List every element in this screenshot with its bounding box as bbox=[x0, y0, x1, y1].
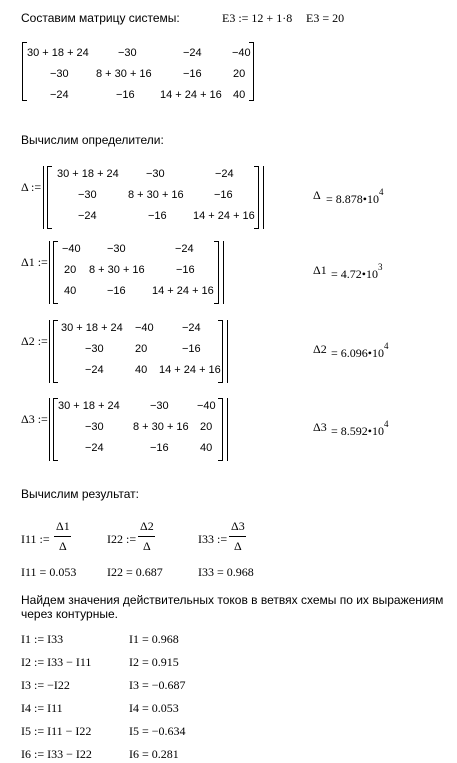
determinant-result-value bbox=[326, 188, 383, 206]
determinant-result-name: Δ3 bbox=[313, 420, 327, 434]
matrix-cell: −30 bbox=[150, 400, 169, 412]
matrix-cell: −24 bbox=[182, 322, 201, 334]
branch-currents-heading-line2: через контурные. bbox=[21, 607, 118, 621]
matrix-cell: −24 bbox=[215, 168, 234, 180]
determinant-result-exponent: 4 bbox=[378, 187, 384, 197]
e3-definition: E3 := 12 + 1·8 bbox=[222, 11, 293, 25]
determinant-bar-right bbox=[227, 398, 228, 461]
branch-current-definition: I5 := I11 − I22 bbox=[21, 724, 92, 738]
loop-current-value: I33 = 0.968 bbox=[198, 565, 254, 579]
loop-current-definition: I33 := bbox=[198, 532, 228, 546]
matrix-cell: 30 + 18 + 24 bbox=[58, 400, 120, 412]
matrix-cell: −16 bbox=[107, 285, 126, 297]
determinant-bar-left bbox=[49, 320, 50, 383]
matrix-cell: −16 bbox=[214, 189, 233, 201]
determinant-result-value bbox=[331, 342, 388, 360]
branch-current-value: I4 = 0.053 bbox=[129, 701, 179, 715]
fraction-numerator: Δ1 bbox=[56, 519, 70, 533]
branch-current-value: I2 = 0.915 bbox=[129, 655, 179, 669]
determinant-result-mantissa: = 6.096•10 bbox=[331, 346, 384, 360]
branch-current-definition: I1 := I33 bbox=[21, 632, 64, 646]
determinant-result-name: Δ2 bbox=[313, 342, 327, 356]
matrix-cell: −16 bbox=[150, 442, 169, 454]
matrix-cell: −40 bbox=[197, 400, 216, 412]
matrix-cell: −24 bbox=[85, 364, 104, 376]
matrix-bracket-right bbox=[214, 241, 219, 304]
e3-value: E3 = 20 bbox=[306, 11, 345, 25]
matrix-cell: 14 + 24 + 16 bbox=[152, 285, 214, 297]
determinant-bar-right bbox=[223, 241, 224, 304]
fraction-bar bbox=[229, 536, 246, 537]
matrix-cell: 30 + 18 + 24 bbox=[61, 322, 123, 334]
loop-current-value: I22 = 0.687 bbox=[107, 565, 163, 579]
branch-current-definition: I3 := −I22 bbox=[21, 678, 70, 692]
matrix-cell: 20 bbox=[233, 68, 246, 80]
matrix-cell: −40 bbox=[135, 322, 154, 334]
matrix-cell: −24 bbox=[183, 47, 202, 59]
matrix-bracket-left bbox=[53, 320, 58, 383]
matrix-cell: −16 bbox=[183, 68, 202, 80]
matrix-cell: −16 bbox=[182, 343, 201, 355]
determinant-result-exponent: 3 bbox=[377, 262, 383, 272]
matrix-cell: −40 bbox=[62, 243, 81, 255]
matrix-cell: 8 + 30 + 16 bbox=[128, 189, 184, 201]
fraction-numerator: Δ3 bbox=[231, 519, 245, 533]
matrix-cell: −24 bbox=[175, 243, 194, 255]
determinant-result-value bbox=[331, 263, 382, 281]
fraction-numerator: Δ2 bbox=[140, 519, 154, 533]
matrix-cell: 40 bbox=[233, 89, 246, 101]
matrix-cell: −30 bbox=[78, 189, 97, 201]
matrix-cell: −40 bbox=[232, 47, 251, 59]
branch-currents-heading-line1: Найдем значения действительных токов в ветвях схемы по их выражениям bbox=[21, 593, 444, 607]
fraction-bar bbox=[54, 536, 71, 537]
matrix-cell: −16 bbox=[148, 210, 167, 222]
determinant-bar-right bbox=[263, 166, 264, 229]
matrix-cell: 40 bbox=[200, 442, 213, 454]
branch-current-definition: I2 := I33 − I11 bbox=[21, 655, 92, 669]
matrix-cell: 30 + 18 + 24 bbox=[57, 168, 119, 180]
compose-matrix-heading: Составим матрицу системы: bbox=[21, 11, 180, 25]
determinant-label: Δ2 := bbox=[21, 334, 48, 348]
branch-current-value: I1 = 0.968 bbox=[129, 632, 179, 646]
matrix-cell: −16 bbox=[116, 89, 135, 101]
matrix-cell: 40 bbox=[135, 364, 148, 376]
determinant-result-exponent: 4 bbox=[383, 419, 389, 429]
determinant-label: Δ3 := bbox=[21, 412, 48, 426]
determinant-label: Δ1 := bbox=[21, 255, 48, 269]
matrix-bracket-left bbox=[53, 241, 58, 304]
matrix-cell: 8 + 30 + 16 bbox=[89, 264, 145, 276]
loop-current-definition: I22 := bbox=[107, 532, 137, 546]
determinant-result-mantissa: = 4.72•10 bbox=[331, 267, 378, 281]
fraction-denominator: Δ bbox=[59, 539, 67, 553]
fraction-bar bbox=[138, 536, 155, 537]
matrix-cell: −30 bbox=[107, 243, 126, 255]
matrix-bracket-left bbox=[47, 166, 52, 229]
determinant-bar-left bbox=[43, 166, 44, 229]
matrix-cell: −24 bbox=[78, 210, 97, 222]
matrix-cell: −16 bbox=[176, 264, 195, 276]
branch-current-definition: I6 := I33 − I22 bbox=[21, 747, 92, 761]
determinant-result-exponent: 4 bbox=[383, 341, 389, 351]
determinant-result-mantissa: = 8.592•10 bbox=[331, 424, 384, 438]
branch-current-value: I6 = 0.281 bbox=[129, 747, 179, 761]
matrix-cell: 20 bbox=[135, 343, 148, 355]
determinant-result-mantissa: = 8.878•10 bbox=[326, 192, 379, 206]
fraction-denominator: Δ bbox=[143, 539, 151, 553]
loop-current-definition: I11 := bbox=[21, 532, 50, 546]
determinant-bar-left bbox=[49, 398, 50, 461]
matrix-cell: 20 bbox=[64, 264, 77, 276]
matrix-cell: −30 bbox=[118, 47, 137, 59]
matrix-cell: 30 + 18 + 24 bbox=[27, 47, 89, 59]
branch-current-value: I3 = −0.687 bbox=[129, 678, 186, 692]
matrix-cell: 14 + 24 + 16 bbox=[159, 364, 221, 376]
matrix-bracket-right bbox=[218, 398, 223, 461]
determinant-result-name: Δ1 bbox=[313, 263, 327, 277]
fraction-denominator: Δ bbox=[234, 539, 242, 553]
branch-current-definition: I4 := I11 bbox=[21, 701, 63, 715]
matrix-cell: −30 bbox=[146, 168, 165, 180]
matrix-cell: −30 bbox=[85, 421, 104, 433]
matrix-cell: −24 bbox=[50, 89, 69, 101]
matrix-cell: −30 bbox=[85, 343, 104, 355]
matrix-cell: −30 bbox=[50, 68, 69, 80]
determinants-heading: Вычислим определители: bbox=[21, 133, 164, 147]
determinant-result-name: Δ bbox=[313, 188, 321, 202]
matrix-cell: 14 + 24 + 16 bbox=[160, 89, 222, 101]
determinant-bar-right bbox=[227, 320, 228, 383]
branch-current-value: I5 = −0.634 bbox=[129, 724, 186, 738]
matrix-cell: −24 bbox=[85, 442, 104, 454]
matrix-cell: 14 + 24 + 16 bbox=[193, 210, 255, 222]
loop-current-value: I11 = 0.053 bbox=[21, 565, 77, 579]
matrix-cell: 8 + 30 + 16 bbox=[96, 68, 152, 80]
results-heading: Вычислим результат: bbox=[21, 487, 139, 501]
determinant-result-value bbox=[331, 420, 388, 438]
matrix-cell: 8 + 30 + 16 bbox=[133, 421, 189, 433]
matrix-cell: 20 bbox=[200, 421, 213, 433]
determinant-label: Δ := bbox=[21, 180, 42, 194]
determinant-bar-left bbox=[49, 241, 50, 304]
matrix-cell: 40 bbox=[64, 285, 77, 297]
